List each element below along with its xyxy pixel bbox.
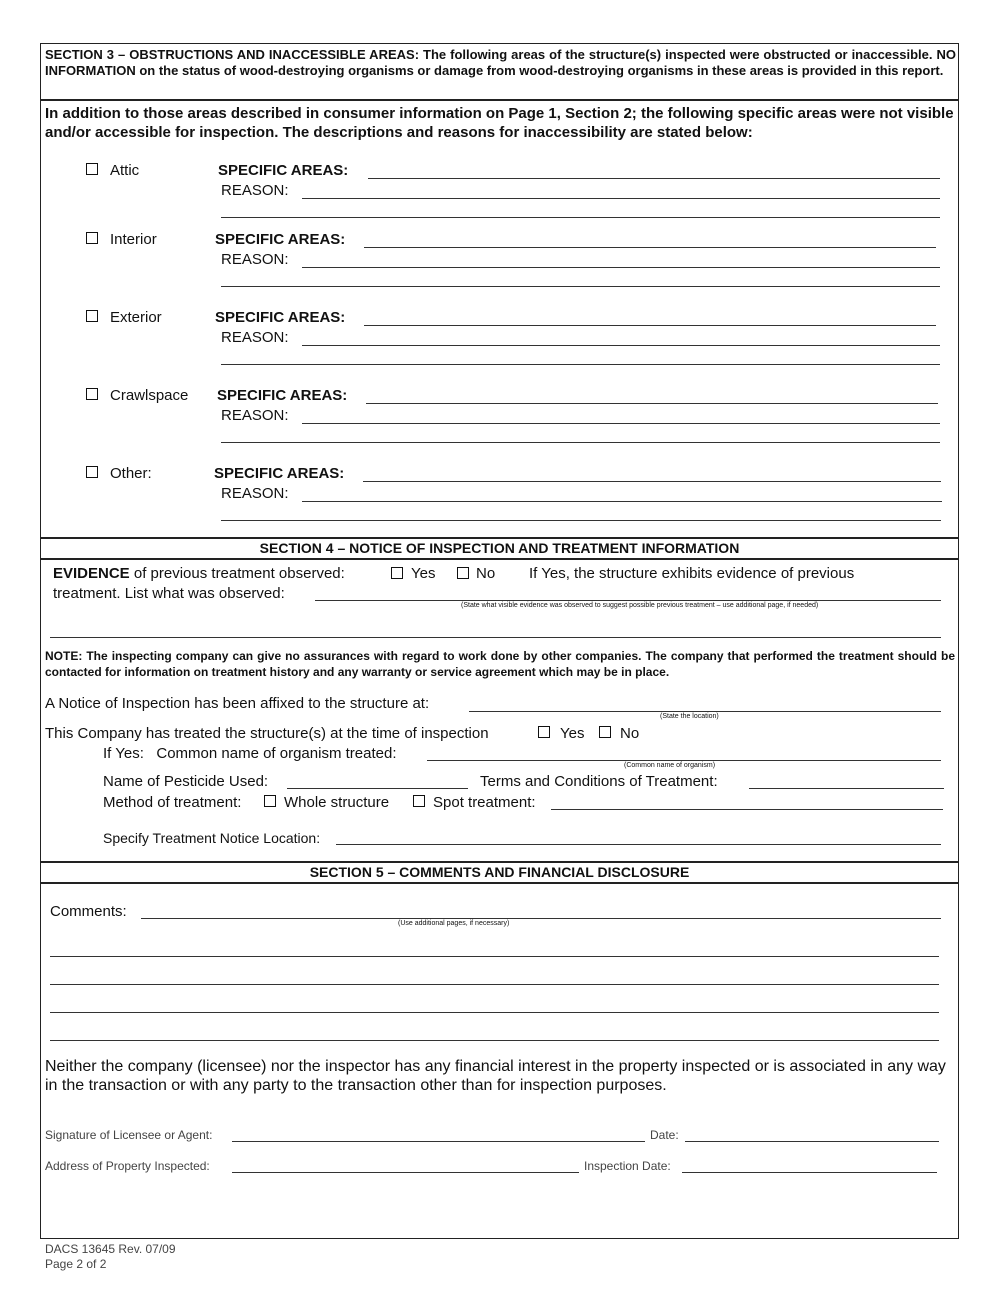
other-checkbox[interactable] (86, 466, 98, 478)
comments-label: Comments: (50, 903, 127, 920)
other-specific-label: SPECIFIC AREAS: (214, 465, 345, 482)
exterior-reason-line-2[interactable] (221, 364, 940, 365)
evidence-no-checkbox[interactable] (457, 567, 469, 579)
if-yes-common-label: If Yes: Common name of organism treated: (103, 745, 397, 762)
area-row-interior (86, 231, 956, 291)
method-label: Method of treatment: (103, 794, 242, 811)
attic-label: Attic (110, 162, 140, 179)
area-row-exterior (86, 309, 956, 369)
exterior-specific-label: SPECIFIC AREAS: (215, 309, 346, 326)
section4-top-border (41, 537, 958, 539)
pesticide-line[interactable] (287, 788, 468, 789)
evidence-if-yes-text: If Yes, the structure exhibits evidence of previous (529, 565, 855, 582)
crawlspace-specific-label: SPECIFIC AREAS: (217, 387, 348, 404)
section5-top-border (41, 861, 958, 863)
treatment-observed-line[interactable] (315, 600, 941, 601)
crawlspace-reason-line[interactable] (302, 423, 940, 424)
crawlspace-checkbox[interactable] (86, 388, 98, 400)
company-treated-label: This Company has treated the structure(s) at the time of inspection (45, 725, 489, 742)
interior-specific-line[interactable] (364, 247, 936, 248)
treatment-list-label: treatment. List what was observed: (53, 585, 285, 602)
date-line[interactable] (685, 1141, 939, 1142)
attic-reason-label: REASON: (221, 182, 289, 199)
notice-location-line[interactable] (469, 711, 941, 712)
signature-label: Signature of Licensee or Agent: (45, 1128, 213, 1142)
attic-checkbox[interactable] (86, 163, 98, 175)
interior-reason-label: REASON: (221, 251, 289, 268)
area-row-crawlspace (86, 387, 956, 447)
signature-line[interactable] (232, 1141, 645, 1142)
address-line[interactable] (232, 1172, 579, 1173)
location-hint: (State the location) (660, 713, 719, 720)
area-row-other (86, 465, 956, 525)
inspection-date-label: Inspection Date: (584, 1159, 671, 1173)
other-reason-line[interactable] (302, 501, 942, 502)
organism-hint: (Common name of organism) (624, 762, 716, 769)
comments-line[interactable] (141, 918, 941, 919)
section4-note: NOTE: The inspecting company can give no assurances with regard to work done by other companies. The company that performed the treatment should be contacted for information on treatment history and any warranty or service agreement which may be in place. (45, 649, 955, 679)
evidence-hint: (State what visible evidence was observed to suggest possible previous treatment – use additional page, if needed) (461, 602, 819, 609)
comments-hint: (Use additional pages, if necessary) (398, 920, 510, 927)
treated-yes-label: Yes (560, 725, 585, 742)
interior-specific-label: SPECIFIC AREAS: (215, 231, 346, 248)
attic-specific-line[interactable] (368, 178, 940, 179)
treated-no-checkbox[interactable] (599, 726, 611, 738)
financial-disclosure: Neither the company (licensee) nor the inspector has any financial interest in the property inspected or is associated in any way in the transaction or with any party to the transaction other than for inspection purposes. (45, 1058, 946, 1094)
whole-structure-checkbox[interactable] (264, 795, 276, 807)
notice-location-label: Specify Treatment Notice Location: (103, 830, 321, 846)
section3-header-text: The following areas of the structure(s) inspected were obstructed or inaccessible. NO INFORMATION on the status of wood-destroying organisms or damage from wood-destroying organisms in these areas is provided in this report. (45, 47, 956, 78)
terms-label: Terms and Conditions of Treatment: (480, 773, 718, 790)
other-label: Other: (110, 465, 152, 482)
evidence-label: EVIDENCE (53, 565, 130, 582)
organism-line[interactable] (427, 760, 941, 761)
notice-location-field-line[interactable] (336, 844, 941, 845)
comments-line-2[interactable] (50, 956, 939, 957)
evidence-yes-label: Yes (411, 565, 436, 582)
section4-header-divider (41, 558, 958, 560)
date-label: Date: (650, 1128, 679, 1142)
treated-no-label: No (620, 725, 640, 742)
interior-reason-line[interactable] (302, 267, 940, 268)
other-specific-line[interactable] (363, 481, 941, 482)
notice-affixed-label: A Notice of Inspection has been affixed to the structure at: (45, 695, 430, 712)
exterior-reason-label: REASON: (221, 329, 289, 346)
interior-reason-line-2[interactable] (221, 286, 940, 287)
exterior-reason-line[interactable] (302, 345, 940, 346)
section3-header (45, 47, 956, 79)
form-id: DACS 13645 Rev. 07/09 (45, 1242, 176, 1256)
section5-title: SECTION 5 – COMMENTS AND FINANCIAL DISCLOSURE (309, 864, 690, 880)
crawlspace-reason-label: REASON: (221, 407, 289, 424)
address-label: Address of Property Inspected: (45, 1159, 210, 1173)
section3-header-divider (41, 99, 958, 101)
comments-line-3[interactable] (50, 984, 939, 985)
attic-specific-label: SPECIFIC AREAS: (218, 162, 349, 179)
evidence-yes-checkbox[interactable] (391, 567, 403, 579)
crawlspace-label: Crawlspace (110, 387, 189, 404)
exterior-label: Exterior (110, 309, 162, 326)
spot-treatment-line[interactable] (551, 809, 943, 810)
attic-reason-line[interactable] (302, 198, 940, 199)
treated-yes-checkbox[interactable] (538, 726, 550, 738)
comments-line-5[interactable] (50, 1040, 939, 1041)
terms-line[interactable] (749, 788, 944, 789)
pesticide-label: Name of Pesticide Used: (103, 773, 269, 790)
section5-header-divider (41, 882, 958, 884)
other-reason-label: REASON: (221, 485, 289, 502)
whole-structure-label: Whole structure (284, 794, 390, 811)
section4-title: SECTION 4 – NOTICE OF INSPECTION AND TREATMENT INFORMATION (259, 540, 740, 556)
exterior-checkbox[interactable] (86, 310, 98, 322)
spot-treatment-checkbox[interactable] (413, 795, 425, 807)
interior-label: Interior (110, 231, 157, 248)
crawlspace-reason-line-2[interactable] (221, 442, 940, 443)
area-row-attic (86, 162, 956, 222)
other-reason-line-2[interactable] (221, 520, 941, 521)
attic-reason-line-2[interactable] (221, 217, 940, 218)
inspection-date-line[interactable] (682, 1172, 937, 1173)
spot-treatment-label: Spot treatment: (433, 794, 536, 811)
evidence-text: of previous treatment observed: (129, 565, 345, 582)
crawlspace-specific-line[interactable] (366, 403, 938, 404)
exterior-specific-line[interactable] (364, 325, 936, 326)
interior-checkbox[interactable] (86, 232, 98, 244)
comments-line-4[interactable] (50, 1012, 939, 1013)
treatment-observed-line-2[interactable] (50, 637, 941, 638)
section3-title: SECTION 3 – OBSTRUCTIONS AND INACCESSIBLE AREAS: (45, 47, 420, 62)
section3-intro: In addition to those areas described in consumer information on Page 1, Section 2; the following specific areas were not visible and/or accessible for inspection. The descriptions and reasons for inaccessibility are stated below: (45, 105, 954, 141)
page-number: Page 2 of 2 (45, 1257, 107, 1271)
evidence-no-label: No (476, 565, 496, 582)
